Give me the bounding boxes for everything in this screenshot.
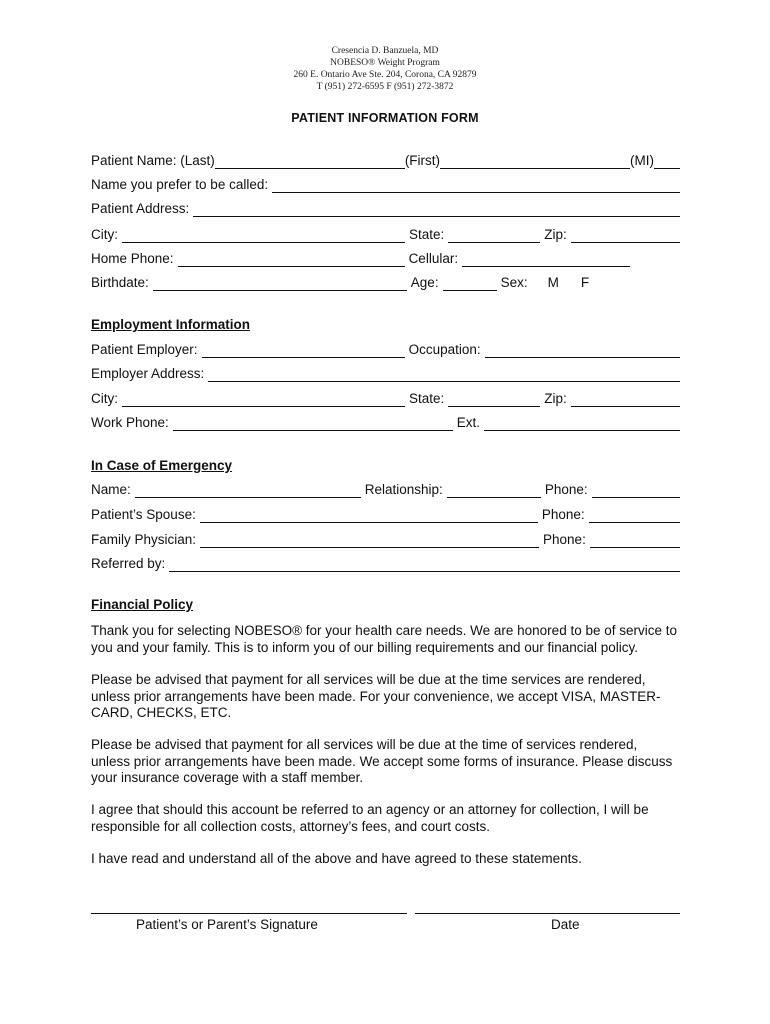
emergency-name-row: [91, 481, 680, 499]
first-name-label: (First): [404, 153, 441, 168]
financial-paragraph-2: Please be advised that payment for all services will be due at the time services are rendered, unless prior arrangements have been made. For your convenience, we accept VISA, MASTER-CARD, CHECKS, ETC.: [91, 672, 661, 720]
last-name-label: Patient Name: (Last): [91, 153, 215, 168]
form-title: PATIENT INFORMATION FORM: [291, 111, 479, 125]
patient-name-row: [91, 152, 680, 170]
relationship-label: Relationship:: [364, 482, 443, 497]
work-phone-row: [91, 414, 680, 432]
patient-address-label: Patient Address:: [91, 201, 190, 216]
physician-field[interactable]: [200, 547, 539, 548]
employer-state-field[interactable]: [448, 406, 540, 407]
ext-field[interactable]: [484, 430, 680, 431]
emergency-heading: In Case of Emergency: [91, 458, 233, 473]
age-field[interactable]: [443, 290, 497, 291]
middle-initial-field[interactable]: [654, 168, 680, 169]
date-label: Date: [551, 917, 580, 932]
spouse-row: [91, 506, 680, 524]
employer-label: Patient Employer:: [91, 342, 198, 357]
phone-row: [91, 250, 680, 268]
state-label: State:: [409, 227, 445, 242]
preferred-name-row: [91, 176, 680, 194]
middle-initial-label: (MI): [630, 153, 655, 168]
zip-label: Zip:: [544, 227, 567, 242]
date-field[interactable]: [415, 913, 680, 914]
emergency-name-field[interactable]: [135, 497, 361, 498]
patient-city-row: [91, 226, 680, 244]
preferred-name-field[interactable]: [272, 192, 680, 193]
signature-field[interactable]: [91, 913, 407, 914]
physician-row: [91, 531, 680, 549]
employer-address-row: [91, 365, 680, 383]
physician-label: Family Physician:: [91, 532, 197, 547]
emergency-phone-label: Phone:: [544, 482, 588, 497]
work-phone-label: Work Phone:: [91, 415, 169, 430]
sex-label: Sex:: [500, 275, 528, 290]
birthdate-label: Birthdate:: [91, 275, 149, 290]
relationship-field[interactable]: [447, 497, 541, 498]
spouse-phone-field[interactable]: [589, 522, 680, 523]
letterhead: [0, 45, 770, 93]
sex-option-m[interactable]: M: [547, 275, 559, 290]
first-name-field[interactable]: [440, 168, 630, 169]
spouse-field[interactable]: [200, 522, 538, 523]
patient-address-field[interactable]: [193, 216, 680, 217]
age-label: Age:: [410, 275, 439, 290]
home-phone-label: Home Phone:: [91, 251, 174, 266]
spouse-label: Patient’s Spouse:: [91, 507, 196, 522]
referred-by-field[interactable]: [169, 571, 680, 572]
cellular-field[interactable]: [462, 266, 630, 267]
emergency-phone-field[interactable]: [592, 497, 680, 498]
birthdate-field[interactable]: [153, 290, 407, 291]
employer-city-label: City:: [91, 391, 118, 406]
program-name: NOBESO® Weight Program: [330, 58, 440, 68]
financial-heading: Financial Policy: [91, 597, 194, 612]
occupation-field[interactable]: [485, 357, 680, 358]
employer-city-field[interactable]: [122, 406, 405, 407]
work-phone-field[interactable]: [173, 430, 453, 431]
employer-address-label: Employer Address:: [91, 366, 205, 381]
financial-paragraph-3: Please be advised that payment for all services will be due at the time of services rendered, unless prior arrangements have been made. We accept some forms of insurance. Please discuss your insurance coverage with a staff member.: [91, 737, 673, 785]
employer-row: [91, 341, 680, 359]
physician-phone-label: Phone:: [543, 532, 586, 547]
patient-address-row: [91, 200, 680, 218]
ext-label: Ext.: [456, 415, 481, 430]
zip-field[interactable]: [571, 242, 680, 243]
spouse-phone-label: Phone:: [541, 507, 585, 522]
home-phone-field[interactable]: [178, 266, 405, 267]
financial-paragraph-1: Thank you for selecting NOBESO® for your health care needs. We are honored to be of service to you and your family. This is to inform you of our billing requirements and our financial policy.: [91, 623, 678, 655]
employment-heading: Employment Information: [91, 317, 251, 332]
employer-state-label: State:: [409, 391, 445, 406]
city-label: City:: [91, 227, 118, 242]
physician-phone-field[interactable]: [590, 547, 680, 548]
employer-address-field[interactable]: [208, 381, 680, 382]
financial-paragraph-5: I have read and understand all of the above and have agreed to these statements.: [91, 851, 582, 866]
employer-zip-label: Zip:: [544, 391, 567, 406]
referred-by-label: Referred by:: [91, 556, 166, 571]
preferred-name-label: Name you prefer to be called:: [91, 177, 269, 192]
state-field[interactable]: [448, 242, 540, 243]
referred-by-row: [91, 555, 680, 573]
employer-zip-field[interactable]: [571, 406, 680, 407]
employer-field[interactable]: [202, 357, 405, 358]
last-name-field[interactable]: [215, 168, 405, 169]
employer-city-row: [91, 390, 680, 408]
doctor-name: Cresencia D. Banzuela, MD: [331, 46, 439, 56]
emergency-name-label: Name:: [91, 482, 131, 497]
occupation-label: Occupation:: [408, 342, 481, 357]
office-address: 260 E. Ontario Ave Ste. 204, Corona, CA 92879: [293, 70, 477, 80]
office-phones: T (951) 272-6595 F (951) 272-3872: [316, 82, 454, 92]
city-field[interactable]: [122, 242, 405, 243]
financial-paragraph-4: I agree that should this account be referred to an agency or an attorney for collection, I will be responsible for all collection costs, attorney’s fees, and court costs.: [91, 802, 649, 834]
cellular-label: Cellular:: [408, 251, 459, 266]
birthdate-row: [91, 274, 680, 292]
signature-label: Patient’s or Parent’s Signature: [136, 917, 318, 932]
sex-option-f[interactable]: F: [580, 275, 590, 290]
